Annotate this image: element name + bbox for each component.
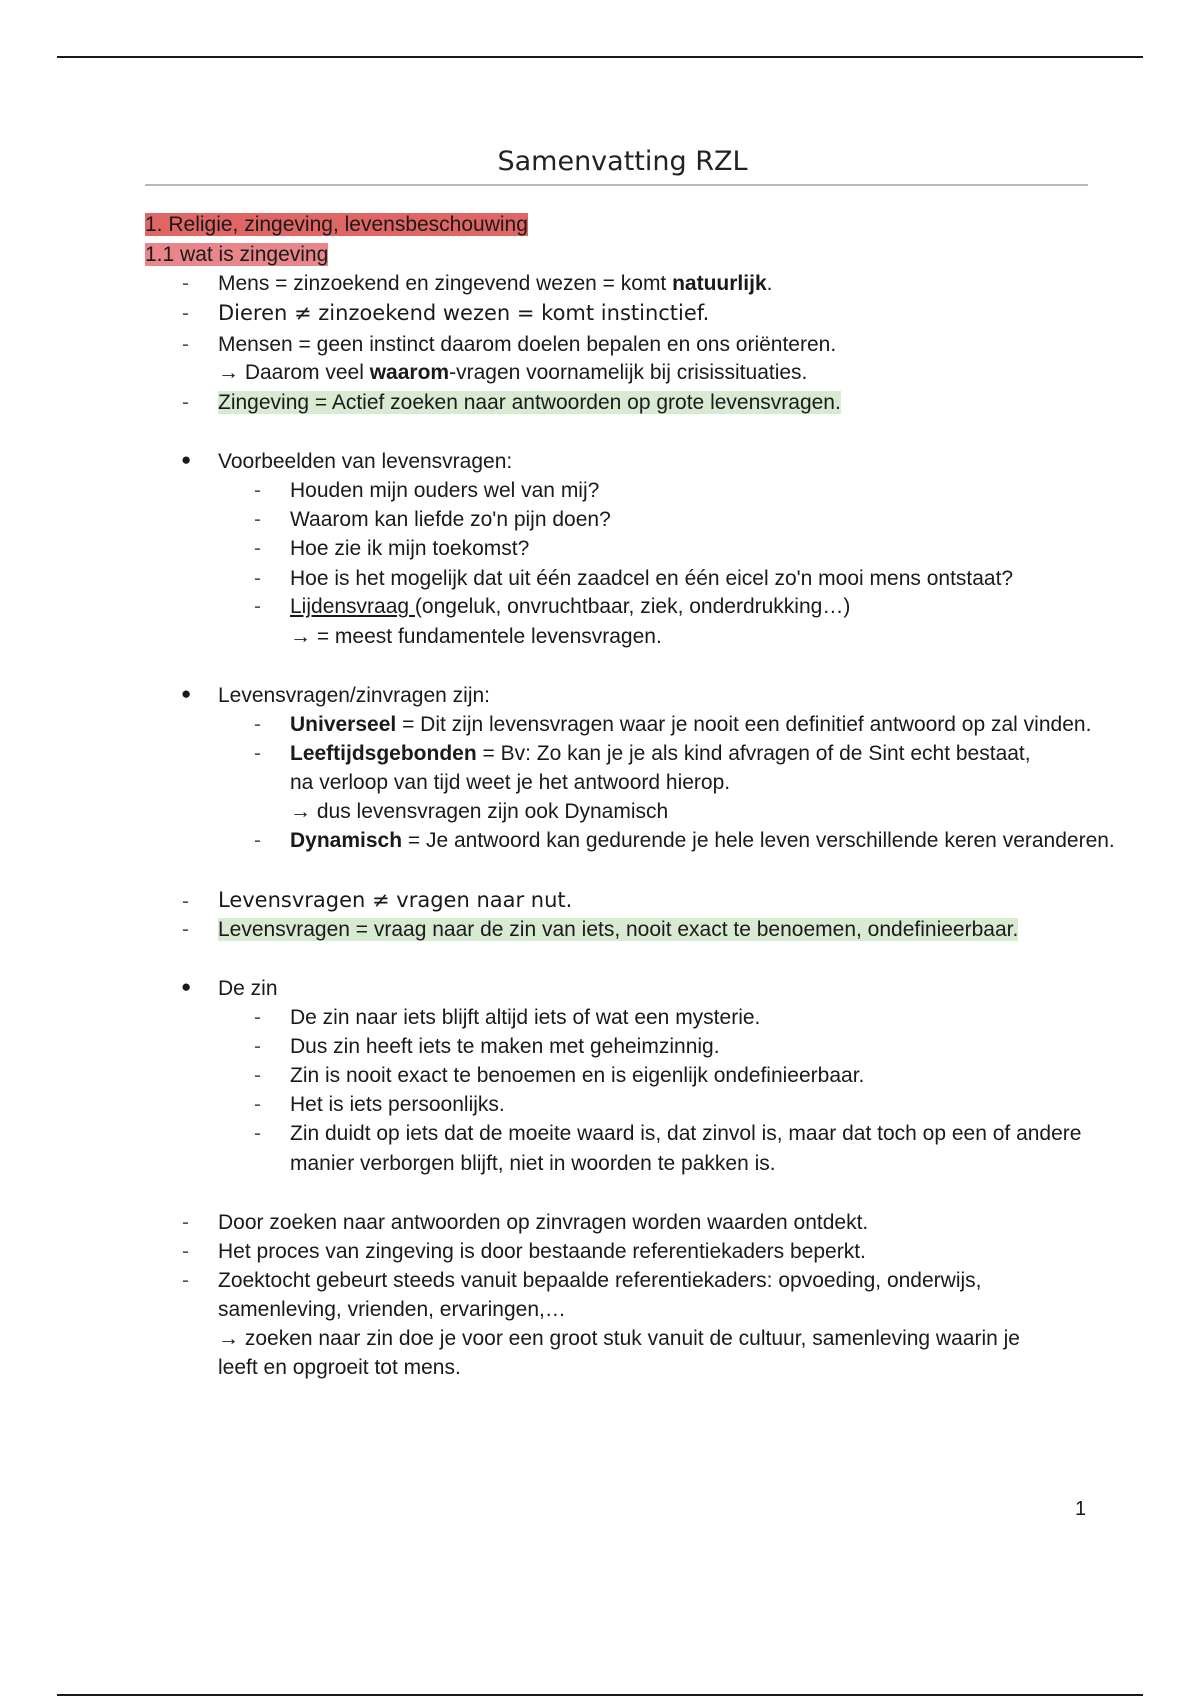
dash-marker: - xyxy=(254,742,261,765)
levensvragen-line-2 xyxy=(218,918,1018,942)
closing-line-3b: samenleving, vrienden, ervaringen,… xyxy=(218,1298,566,1321)
lijdensvraag-note: → = meest fundamentele levensvragen. xyxy=(290,625,662,648)
zin-item-3: Zin is nooit exact te benoemen en is eigenlijk ondefinieerbaar. xyxy=(290,1064,865,1087)
dash-marker: - xyxy=(254,1035,261,1058)
example-question-4: Hoe is het mogelijk dat uit één zaadcel en één eicel zo'n mooi mens ontstaat? xyxy=(290,567,1014,590)
type-universeel xyxy=(290,713,1091,737)
dash-marker: - xyxy=(254,567,261,590)
dash-marker: - xyxy=(182,302,189,325)
intro-line-1 xyxy=(218,272,772,296)
closing-line-3: Zoektocht gebeurt steeds vanuit bepaalde referentiekaders: opvoeding, onderwijs, xyxy=(218,1269,982,1292)
type-leeftijdsgebonden-label: Leeftijdsgebonden xyxy=(290,742,477,765)
example-question-2: Waarom kan liefde zo'n pijn doen? xyxy=(290,508,611,531)
lijdensvraag-term: Lijdensvraag xyxy=(290,595,415,618)
zin-item-5-line-1: Zin duidt op iets dat de moeite waard is, dat zinvol is, maar dat toch op een of andere xyxy=(290,1122,1082,1145)
document-title: Samenvatting RZL xyxy=(497,146,748,177)
zin-heading: De zin xyxy=(218,977,278,1000)
title-underline xyxy=(145,184,1088,186)
bullet-icon: ● xyxy=(181,684,192,703)
intro-line-3: Mensen = geen instinct daarom doelen bepalen en ons oriënteren. xyxy=(218,333,837,356)
dash-marker: - xyxy=(254,1006,261,1029)
closing-line-3d: leeft en opgroeit tot mens. xyxy=(218,1356,461,1379)
type-dynamisch-label: Dynamisch xyxy=(290,829,403,852)
dash-marker: - xyxy=(182,1211,189,1234)
example-question-1: Houden mijn ouders wel van mij? xyxy=(290,479,600,502)
dash-marker: - xyxy=(254,537,261,560)
type-universeel-label: Universeel xyxy=(290,713,397,736)
closing-line-1: Door zoeken naar antwoorden op zinvragen worden waarden ontdekt. xyxy=(218,1211,869,1234)
dash-marker: - xyxy=(254,713,261,736)
type-dynamisch-text: = Je antwoord kan gedurende je hele leven verschillende keren veranderen. xyxy=(402,829,1115,852)
examples-heading: Voorbeelden van levensvragen: xyxy=(218,450,513,473)
dash-marker: - xyxy=(254,1064,261,1087)
dash-marker: - xyxy=(254,1093,261,1116)
dash-marker: - xyxy=(254,479,261,502)
heading-1-text: 1. Religie, zingeving, levensbeschouwing xyxy=(145,213,528,236)
dash-marker: - xyxy=(182,333,189,356)
example-question-3: Hoe zie ik mijn toekomst? xyxy=(290,537,530,560)
type-leeftijdsgebonden-text: = Bv: Zo kan je je als kind afvragen of de Sint echt bestaat, xyxy=(476,742,1031,765)
dash-marker: - xyxy=(182,1269,189,1292)
intro-line-4-text: Daarom veel xyxy=(239,361,370,384)
heading-2-text: 1.1 wat is zingeving xyxy=(145,243,329,266)
dash-marker: - xyxy=(254,595,261,618)
dash-marker: - xyxy=(182,272,189,295)
intro-line-4 xyxy=(218,361,807,385)
dash-marker: - xyxy=(182,918,189,941)
zingeving-definition: Zingeving = Actief zoeken naar antwoorden op grote levensvragen. xyxy=(218,391,841,414)
intro-line-1-text: Mens = zinzoekend en zingevend wezen = komt xyxy=(218,272,673,295)
arrow-icon: → xyxy=(218,361,239,384)
bottom-border-line xyxy=(57,1694,1143,1696)
zin-item-5-line-2: manier verborgen blijft, niet in woorden te pakken is. xyxy=(290,1152,776,1175)
page-number: 1 xyxy=(1075,1498,1087,1520)
type-leeftijdsgebonden-line-2: na verloop van tijd weet je het antwoord hierop. xyxy=(290,771,731,794)
zin-item-2: Dus zin heeft iets te maken met geheimzinnig. xyxy=(290,1035,720,1058)
zin-item-4: Het is iets persoonlijks. xyxy=(290,1093,505,1116)
levensvragen-line-1: Levensvragen ≠ vragen naar nut. xyxy=(218,888,573,912)
zin-item-1: De zin naar iets blijft altijd iets of wat een mysterie. xyxy=(290,1006,761,1029)
intro-line-4-end: -vragen voornamelijk bij crisissituaties. xyxy=(449,361,808,384)
intro-line-5 xyxy=(218,391,841,415)
types-heading: Levensvragen/zinvragen zijn: xyxy=(218,684,490,707)
bullet-icon: ● xyxy=(181,977,192,996)
dash-marker: - xyxy=(254,1122,261,1145)
lijdensvraag-examples: (ongeluk, onvruchtbaar, ziek, onderdrukking…) xyxy=(414,595,851,618)
type-universeel-text: = Dit zijn levensvragen waar je nooit een definitief antwoord op zal vinden. xyxy=(396,713,1092,736)
type-leeftijdsgebonden-line-3: → dus levensvragen zijn ook Dynamisch xyxy=(290,800,669,823)
heading-2 xyxy=(145,243,328,267)
closing-line-3c: → zoeken naar zin doe je voor een groot stuk vanuit de cultuur, samenleving waarin je xyxy=(218,1327,1020,1350)
closing-line-2: Het proces van zingeving is door bestaande referentiekaders beperkt. xyxy=(218,1240,866,1263)
dash-marker: - xyxy=(254,508,261,531)
dash-marker: - xyxy=(182,890,189,913)
intro-line-2: Dieren ≠ zinzoekend wezen = komt instinctief. xyxy=(218,301,710,325)
dash-marker: - xyxy=(182,391,189,414)
intro-line-1-end: . xyxy=(766,272,773,295)
intro-line-4-bold: waarom xyxy=(369,361,450,384)
bullet-icon: ● xyxy=(181,450,192,469)
example-question-5 xyxy=(290,595,850,619)
intro-line-1-bold: natuurlijk xyxy=(672,272,767,295)
top-border-line xyxy=(57,56,1143,58)
heading-1 xyxy=(145,213,528,237)
type-leeftijdsgebonden xyxy=(290,742,1031,766)
dash-marker: - xyxy=(254,829,261,852)
type-dynamisch xyxy=(290,829,1115,853)
levensvragen-definition: Levensvragen = vraag naar de zin van iets, nooit exact te benoemen, ondefinieerbaar. xyxy=(218,918,1019,941)
dash-marker: - xyxy=(182,1240,189,1263)
